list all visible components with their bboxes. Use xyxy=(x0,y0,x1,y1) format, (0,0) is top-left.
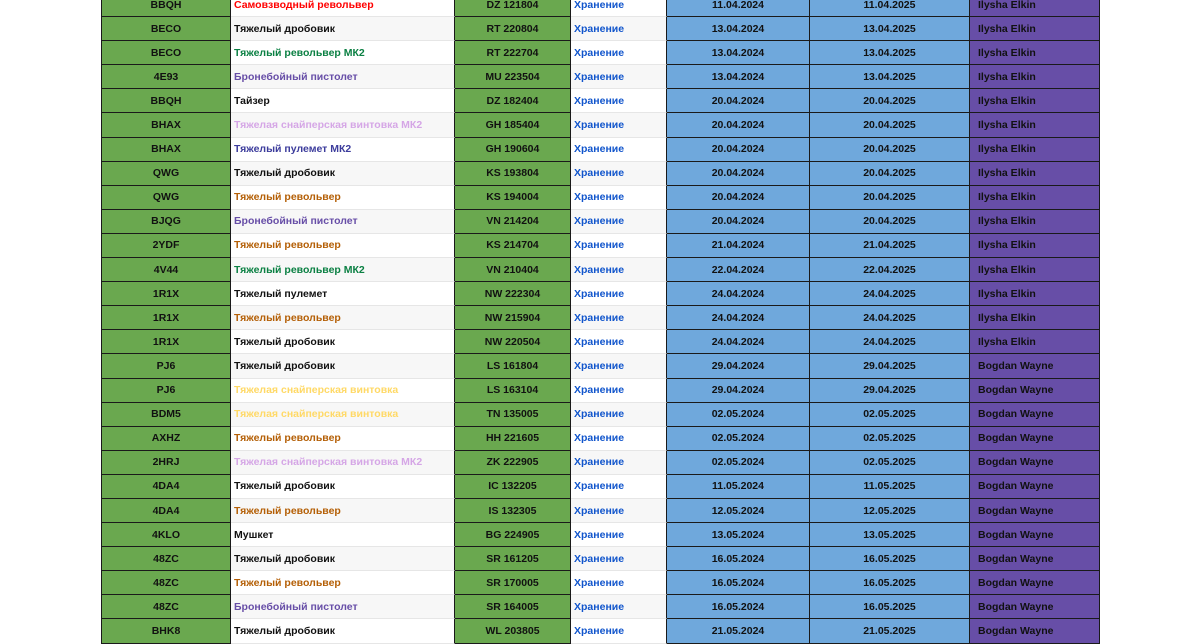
cell-date-from[interactable]: 22.04.2024 xyxy=(667,258,810,282)
cell-serial[interactable]: VN 210404 xyxy=(455,258,571,282)
table-row xyxy=(101,499,1100,523)
cell-date-to[interactable]: 13.04.2025 xyxy=(810,41,970,65)
cell-owner[interactable]: Ilysha Elkin xyxy=(970,113,1100,137)
table-row xyxy=(101,523,1100,547)
cell-base-code[interactable]: 4DA4 xyxy=(101,475,231,499)
cell-date-to[interactable]: 11.05.2025 xyxy=(810,475,970,499)
cell-item-name[interactable]: Тяжелый пулемет xyxy=(231,282,455,306)
cell-status[interactable]: Хранение xyxy=(571,234,667,258)
cell-status[interactable]: Хранение xyxy=(571,499,667,523)
cell-serial[interactable]: NW 215904 xyxy=(455,306,571,330)
cell-base-code[interactable]: 4V44 xyxy=(101,258,231,282)
cell-date-to[interactable]: 12.05.2025 xyxy=(810,499,970,523)
cell-owner[interactable]: Ilysha Elkin xyxy=(970,186,1100,210)
cell-owner[interactable]: Ilysha Elkin xyxy=(970,89,1100,113)
cell-base-code[interactable]: BHAX xyxy=(101,113,231,137)
cell-base-code[interactable]: 1R1X xyxy=(101,306,231,330)
table-row xyxy=(101,210,1100,234)
cell-owner[interactable]: Ilysha Elkin xyxy=(970,0,1100,17)
cell-item-name[interactable]: Бронебойный пистолет xyxy=(231,210,455,234)
cell-date-to[interactable]: 29.04.2025 xyxy=(810,379,970,403)
table-row xyxy=(101,41,1100,65)
cell-status[interactable]: Хранение xyxy=(571,65,667,89)
cell-item-name[interactable]: Мушкет xyxy=(231,523,455,547)
cell-date-to[interactable]: 16.05.2025 xyxy=(810,595,970,619)
cell-date-from[interactable]: 16.05.2024 xyxy=(667,595,810,619)
cell-serial[interactable]: RT 220804 xyxy=(455,17,571,41)
cell-serial[interactable]: NW 220504 xyxy=(455,330,571,354)
cell-date-to[interactable]: 16.05.2025 xyxy=(810,547,970,571)
cell-date-from[interactable]: 20.04.2024 xyxy=(667,113,810,137)
cell-serial[interactable]: MU 223504 xyxy=(455,65,571,89)
table-row xyxy=(101,258,1100,282)
cell-base-code[interactable]: BBQH xyxy=(101,89,231,113)
cell-base-code[interactable]: 1R1X xyxy=(101,282,231,306)
table-row xyxy=(101,451,1100,475)
cell-date-from[interactable]: 20.04.2024 xyxy=(667,89,810,113)
cell-date-to[interactable]: 24.04.2025 xyxy=(810,282,970,306)
cell-status[interactable]: Хранение xyxy=(571,523,667,547)
cell-base-code[interactable]: 4E93 xyxy=(101,65,231,89)
cell-item-name[interactable]: Тяжелый дробовик xyxy=(231,475,455,499)
cell-owner[interactable]: Bogdan Wayne xyxy=(970,475,1100,499)
cell-date-to[interactable]: 02.05.2025 xyxy=(810,403,970,427)
cell-date-to[interactable]: 02.05.2025 xyxy=(810,451,970,475)
cell-status[interactable]: Хранение xyxy=(571,306,667,330)
cell-date-to[interactable]: 16.05.2025 xyxy=(810,571,970,595)
cell-date-from[interactable]: 21.05.2024 xyxy=(667,619,810,643)
cell-serial[interactable]: HH 221605 xyxy=(455,427,571,451)
cell-date-to[interactable]: 21.04.2025 xyxy=(810,234,970,258)
cell-owner[interactable]: Bogdan Wayne xyxy=(970,354,1100,378)
table-row xyxy=(101,89,1100,113)
cell-item-name[interactable]: Тяжелый дробовик xyxy=(231,547,455,571)
cell-base-code[interactable]: BDM5 xyxy=(101,403,231,427)
cell-serial[interactable]: GH 190604 xyxy=(455,138,571,162)
cell-date-from[interactable]: 24.04.2024 xyxy=(667,306,810,330)
cell-status[interactable]: Хранение xyxy=(571,619,667,643)
cell-date-from[interactable]: 13.04.2024 xyxy=(667,17,810,41)
cell-date-to[interactable]: 20.04.2025 xyxy=(810,138,970,162)
cell-item-name[interactable]: Тяжелая снайперская винтовка МК2 xyxy=(231,451,455,475)
cell-date-from[interactable]: 02.05.2024 xyxy=(667,427,810,451)
table-row xyxy=(101,282,1100,306)
cell-base-code[interactable]: QWG xyxy=(101,186,231,210)
table-row xyxy=(101,619,1100,643)
cell-status[interactable]: Хранение xyxy=(571,0,667,17)
cell-item-name[interactable]: Тяжелый револьвер xyxy=(231,234,455,258)
cell-status[interactable]: Хранение xyxy=(571,403,667,427)
table-row xyxy=(101,571,1100,595)
cell-base-code[interactable]: AXHZ xyxy=(101,427,231,451)
table-row xyxy=(101,403,1100,427)
cell-date-to[interactable]: 20.04.2025 xyxy=(810,186,970,210)
cell-date-from[interactable]: 16.05.2024 xyxy=(667,547,810,571)
cell-status[interactable]: Хранение xyxy=(571,17,667,41)
cell-owner[interactable]: Bogdan Wayne xyxy=(970,595,1100,619)
table-row xyxy=(101,234,1100,258)
cell-serial[interactable]: ZK 222905 xyxy=(455,451,571,475)
cell-base-code[interactable]: 4DA4 xyxy=(101,499,231,523)
cell-status[interactable]: Хранение xyxy=(571,258,667,282)
cell-item-name[interactable]: Тяжелая снайперская винтовка xyxy=(231,403,455,427)
cell-base-code[interactable]: 2HRJ xyxy=(101,451,231,475)
cell-date-to[interactable]: 29.04.2025 xyxy=(810,354,970,378)
cell-item-name[interactable]: Самовзводный револьвер xyxy=(231,0,455,17)
cell-date-to[interactable]: 22.04.2025 xyxy=(810,258,970,282)
cell-owner[interactable]: Ilysha Elkin xyxy=(970,17,1100,41)
cell-serial[interactable]: TN 135005 xyxy=(455,403,571,427)
cell-date-from[interactable]: 29.04.2024 xyxy=(667,379,810,403)
cell-date-from[interactable]: 16.05.2024 xyxy=(667,571,810,595)
cell-item-name[interactable]: Тяжелый пулемет МК2 xyxy=(231,138,455,162)
cell-status[interactable]: Хранение xyxy=(571,547,667,571)
cell-date-from[interactable]: 20.04.2024 xyxy=(667,162,810,186)
cell-serial[interactable]: GH 185404 xyxy=(455,113,571,137)
cell-status[interactable]: Хранение xyxy=(571,186,667,210)
cell-owner[interactable]: Bogdan Wayne xyxy=(970,619,1100,643)
cell-status[interactable]: Хранение xyxy=(571,113,667,137)
cell-item-name[interactable]: Тяжелый револьвер МК2 xyxy=(231,258,455,282)
table-row xyxy=(101,306,1100,330)
cell-status[interactable]: Хранение xyxy=(571,282,667,306)
cell-owner[interactable]: Bogdan Wayne xyxy=(970,427,1100,451)
cell-owner[interactable]: Bogdan Wayne xyxy=(970,403,1100,427)
cell-serial[interactable]: IC 132205 xyxy=(455,475,571,499)
cell-status[interactable]: Хранение xyxy=(571,330,667,354)
cell-serial[interactable]: LS 163104 xyxy=(455,379,571,403)
cell-status[interactable]: Хранение xyxy=(571,138,667,162)
cell-base-code[interactable]: BECO xyxy=(101,17,231,41)
cell-item-name[interactable]: Тяжелый дробовик xyxy=(231,330,455,354)
cell-owner[interactable]: Ilysha Elkin xyxy=(970,162,1100,186)
cell-date-to[interactable]: 13.04.2025 xyxy=(810,65,970,89)
cell-owner[interactable]: Ilysha Elkin xyxy=(970,282,1100,306)
table-row xyxy=(101,547,1100,571)
cell-date-from[interactable]: 12.05.2024 xyxy=(667,499,810,523)
cell-date-to[interactable]: 24.04.2025 xyxy=(810,330,970,354)
table-row xyxy=(101,0,1100,17)
cell-base-code[interactable]: BJQG xyxy=(101,210,231,234)
cell-serial[interactable]: WL 203805 xyxy=(455,619,571,643)
cell-item-name[interactable]: Тяжелая снайперская винтовка xyxy=(231,379,455,403)
cell-item-name[interactable]: Тяжелый револьвер xyxy=(231,306,455,330)
cell-status[interactable]: Хранение xyxy=(571,451,667,475)
cell-base-code[interactable]: PJ6 xyxy=(101,354,231,378)
cell-item-name[interactable]: Тяжелая снайперская винтовка МК2 xyxy=(231,113,455,137)
cell-date-to[interactable]: 13.04.2025 xyxy=(810,17,970,41)
cell-base-code[interactable]: BHK8 xyxy=(101,619,231,643)
cell-owner[interactable]: Ilysha Elkin xyxy=(970,330,1100,354)
cell-item-name[interactable]: Тяжелый револьвер xyxy=(231,427,455,451)
cell-date-from[interactable]: 20.04.2024 xyxy=(667,186,810,210)
cell-date-from[interactable]: 11.05.2024 xyxy=(667,475,810,499)
cell-status[interactable]: Хранение xyxy=(571,475,667,499)
cell-owner[interactable]: Bogdan Wayne xyxy=(970,523,1100,547)
cell-date-to[interactable]: 02.05.2025 xyxy=(810,427,970,451)
cell-serial[interactable]: KS 214704 xyxy=(455,234,571,258)
cell-status[interactable]: Хранение xyxy=(571,89,667,113)
cell-status[interactable]: Хранение xyxy=(571,571,667,595)
cell-serial[interactable]: IS 132305 xyxy=(455,499,571,523)
cell-base-code[interactable]: PJ6 xyxy=(101,379,231,403)
cell-owner[interactable]: Bogdan Wayne xyxy=(970,571,1100,595)
cell-base-code[interactable]: QWG xyxy=(101,162,231,186)
table-row xyxy=(101,186,1100,210)
cell-item-name[interactable]: Тяжелый дробовик xyxy=(231,17,455,41)
cell-item-name[interactable]: Тяжелый револьвер xyxy=(231,499,455,523)
cell-date-from[interactable]: 24.04.2024 xyxy=(667,282,810,306)
cell-item-name[interactable]: Тяжелый револьвер xyxy=(231,186,455,210)
cell-serial[interactable]: SR 161205 xyxy=(455,547,571,571)
cell-serial[interactable]: BG 224905 xyxy=(455,523,571,547)
table-row xyxy=(101,427,1100,451)
table-row xyxy=(101,595,1100,619)
cell-status[interactable]: Хранение xyxy=(571,595,667,619)
cell-base-code[interactable]: 2YDF xyxy=(101,234,231,258)
cell-date-from[interactable]: 02.05.2024 xyxy=(667,403,810,427)
cell-item-name[interactable]: Бронебойный пистолет xyxy=(231,595,455,619)
cell-serial[interactable]: VN 214204 xyxy=(455,210,571,234)
spreadsheet-grid xyxy=(101,0,1100,644)
cell-base-code[interactable]: 1R1X xyxy=(101,330,231,354)
cell-owner[interactable]: Bogdan Wayne xyxy=(970,547,1100,571)
cell-owner[interactable]: Bogdan Wayne xyxy=(970,451,1100,475)
cell-date-from[interactable]: 20.04.2024 xyxy=(667,210,810,234)
cell-owner[interactable]: Bogdan Wayne xyxy=(970,499,1100,523)
cell-date-from[interactable]: 13.04.2024 xyxy=(667,65,810,89)
cell-serial[interactable]: DZ 182404 xyxy=(455,89,571,113)
table-row xyxy=(101,354,1100,378)
cell-date-to[interactable]: 11.04.2025 xyxy=(810,0,970,17)
cell-serial[interactable]: SR 164005 xyxy=(455,595,571,619)
cell-date-from[interactable]: 13.05.2024 xyxy=(667,523,810,547)
table-row xyxy=(101,138,1100,162)
cell-date-to[interactable]: 20.04.2025 xyxy=(810,210,970,234)
cell-date-to[interactable]: 24.04.2025 xyxy=(810,306,970,330)
cell-serial[interactable]: DZ 121804 xyxy=(455,0,571,17)
cell-owner[interactable]: Ilysha Elkin xyxy=(970,41,1100,65)
cell-base-code[interactable]: 48ZC xyxy=(101,595,231,619)
table-row xyxy=(101,330,1100,354)
cell-status[interactable]: Хранение xyxy=(571,354,667,378)
cell-owner[interactable]: Ilysha Elkin xyxy=(970,258,1100,282)
cell-owner[interactable]: Bogdan Wayne xyxy=(970,379,1100,403)
cell-serial[interactable]: RT 222704 xyxy=(455,41,571,65)
cell-item-name[interactable]: Тайзер xyxy=(231,89,455,113)
cell-owner[interactable]: Ilysha Elkin xyxy=(970,234,1100,258)
cell-status[interactable]: Хранение xyxy=(571,379,667,403)
cell-date-to[interactable]: 20.04.2025 xyxy=(810,89,970,113)
cell-date-to[interactable]: 20.04.2025 xyxy=(810,162,970,186)
cell-date-to[interactable]: 20.04.2025 xyxy=(810,113,970,137)
cell-owner[interactable]: Ilysha Elkin xyxy=(970,65,1100,89)
cell-date-from[interactable]: 29.04.2024 xyxy=(667,354,810,378)
cell-base-code[interactable]: BECO xyxy=(101,41,231,65)
cell-item-name[interactable]: Тяжелый дробовик xyxy=(231,619,455,643)
table-row xyxy=(101,162,1100,186)
cell-item-name[interactable]: Тяжелый дробовик xyxy=(231,354,455,378)
table-row xyxy=(101,65,1100,89)
cell-base-code[interactable]: BBQH xyxy=(101,0,231,17)
cell-item-name[interactable]: Тяжелый револьвер xyxy=(231,571,455,595)
cell-date-from[interactable]: 11.04.2024 xyxy=(667,0,810,17)
cell-base-code[interactable]: 48ZC xyxy=(101,571,231,595)
table-row xyxy=(101,113,1100,137)
cell-serial[interactable]: KS 194004 xyxy=(455,186,571,210)
cell-base-code[interactable]: 48ZC xyxy=(101,547,231,571)
cell-serial[interactable]: KS 193804 xyxy=(455,162,571,186)
cell-serial[interactable]: LS 161804 xyxy=(455,354,571,378)
cell-item-name[interactable]: Тяжелый дробовик xyxy=(231,162,455,186)
cell-owner[interactable]: Ilysha Elkin xyxy=(970,306,1100,330)
cell-base-code[interactable]: 4KLO xyxy=(101,523,231,547)
cell-status[interactable]: Хранение xyxy=(571,210,667,234)
cell-item-name[interactable]: Бронебойный пистолет xyxy=(231,65,455,89)
table-row xyxy=(101,475,1100,499)
cell-item-name[interactable]: Тяжелый револьвер МК2 xyxy=(231,41,455,65)
cell-date-from[interactable]: 21.04.2024 xyxy=(667,234,810,258)
table-row xyxy=(101,379,1100,403)
cell-base-code[interactable]: BHAX xyxy=(101,138,231,162)
cell-date-from[interactable]: 13.04.2024 xyxy=(667,41,810,65)
cell-serial[interactable]: SR 170005 xyxy=(455,571,571,595)
cell-date-from[interactable]: 02.05.2024 xyxy=(667,451,810,475)
cell-date-from[interactable]: 20.04.2024 xyxy=(667,138,810,162)
cell-status[interactable]: Хранение xyxy=(571,162,667,186)
cell-serial[interactable]: NW 222304 xyxy=(455,282,571,306)
cell-date-to[interactable]: 13.05.2025 xyxy=(810,523,970,547)
cell-status[interactable]: Хранение xyxy=(571,41,667,65)
cell-status[interactable]: Хранение xyxy=(571,427,667,451)
table-row xyxy=(101,17,1100,41)
cell-owner[interactable]: Ilysha Elkin xyxy=(970,138,1100,162)
cell-date-to[interactable]: 21.05.2025 xyxy=(810,619,970,643)
cell-owner[interactable]: Ilysha Elkin xyxy=(970,210,1100,234)
cell-date-from[interactable]: 24.04.2024 xyxy=(667,330,810,354)
